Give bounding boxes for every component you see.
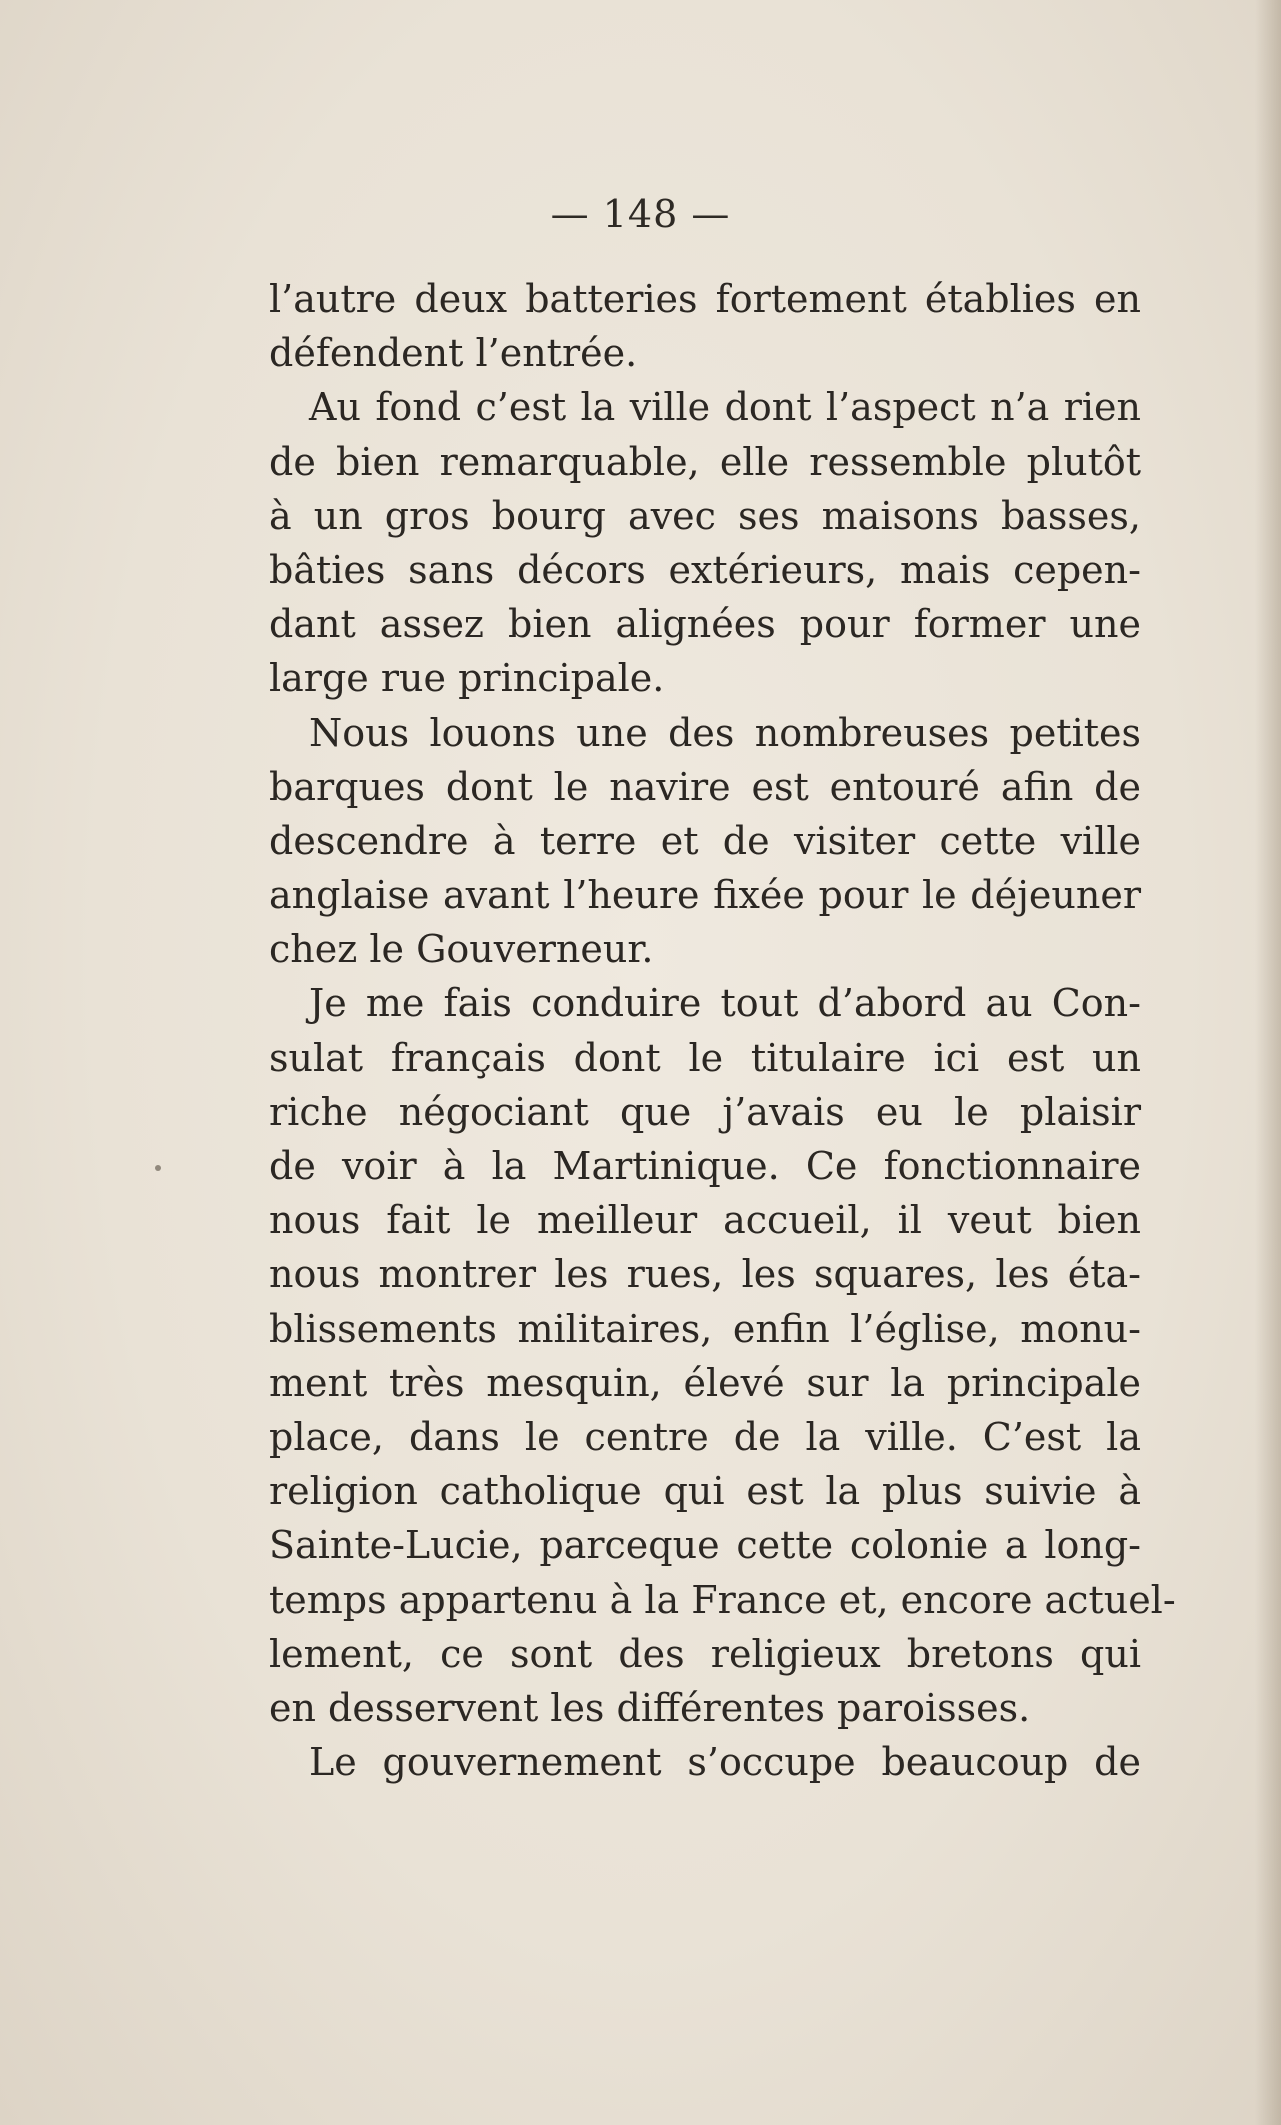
text-line: place, dans le centre de la ville. C’est la [269,1414,1141,1459]
text-line: nous montrer les rues, les squares, les éta- [269,1252,1141,1297]
text-line: anglaise avant l’heure fixée pour le déjeuner [269,873,1141,918]
text-line: barques dont le navire est entouré afin de [269,764,1141,809]
text-line: dant assez bien alignées pour former une [269,602,1141,647]
text-line: Je me fais conduire tout d’abord au Con- [309,981,1141,1026]
text-line: Sainte-Lucie, parceque cette colonie a long- [269,1523,1141,1568]
text-line: chez le Gouverneur. [269,927,654,972]
text-line: blissements militaires, enfin l’église, monu- [269,1306,1141,1351]
text-line: de bien remarquable, elle ressemble plutôt [269,439,1141,484]
text-line: ment très mesquin, élevé sur la principale [269,1360,1141,1405]
text-line: Au fond c’est la ville dont l’aspect n’a rien [309,385,1141,430]
text-line: nous fait le meilleur accueil, il veut bien [269,1198,1141,1243]
ink-speck [155,1165,161,1171]
text-line: Le gouvernement s’occupe beaucoup de [309,1740,1141,1785]
body-text [269,272,1176,1789]
page-edge-shadow [1255,0,1281,2125]
text-line: à un gros bourg avec ses maisons basses, [269,493,1141,538]
text-line: bâties sans décors extérieurs, mais cepen- [269,547,1141,592]
text-line: large rue principale. [269,656,665,701]
text-line: temps appartenu à la France et, encore actuel- [269,1577,1176,1622]
page-number: — 148 — [550,192,731,236]
text-line: défendent l’entrée. [269,331,638,376]
text-line: en desservent les différentes paroisses. [269,1685,1031,1730]
text-line: de voir à la Martinique. Ce fonctionnaire [269,1144,1141,1188]
text-line: Nous louons une des nombreuses petites [309,710,1141,755]
text-line: religion catholique qui est la plus suivie à [269,1469,1141,1514]
text-line: descendre à terre et de visiter cette ville [269,818,1141,863]
text-line: l’autre deux batteries fortement établies en [269,277,1141,321]
text-line: sulat français dont le titulaire ici est un [269,1035,1141,1080]
text-line: riche négociant que j’avais eu le plaisir [269,1089,1141,1134]
text-line: lement, ce sont des religieux bretons qui [269,1631,1141,1676]
